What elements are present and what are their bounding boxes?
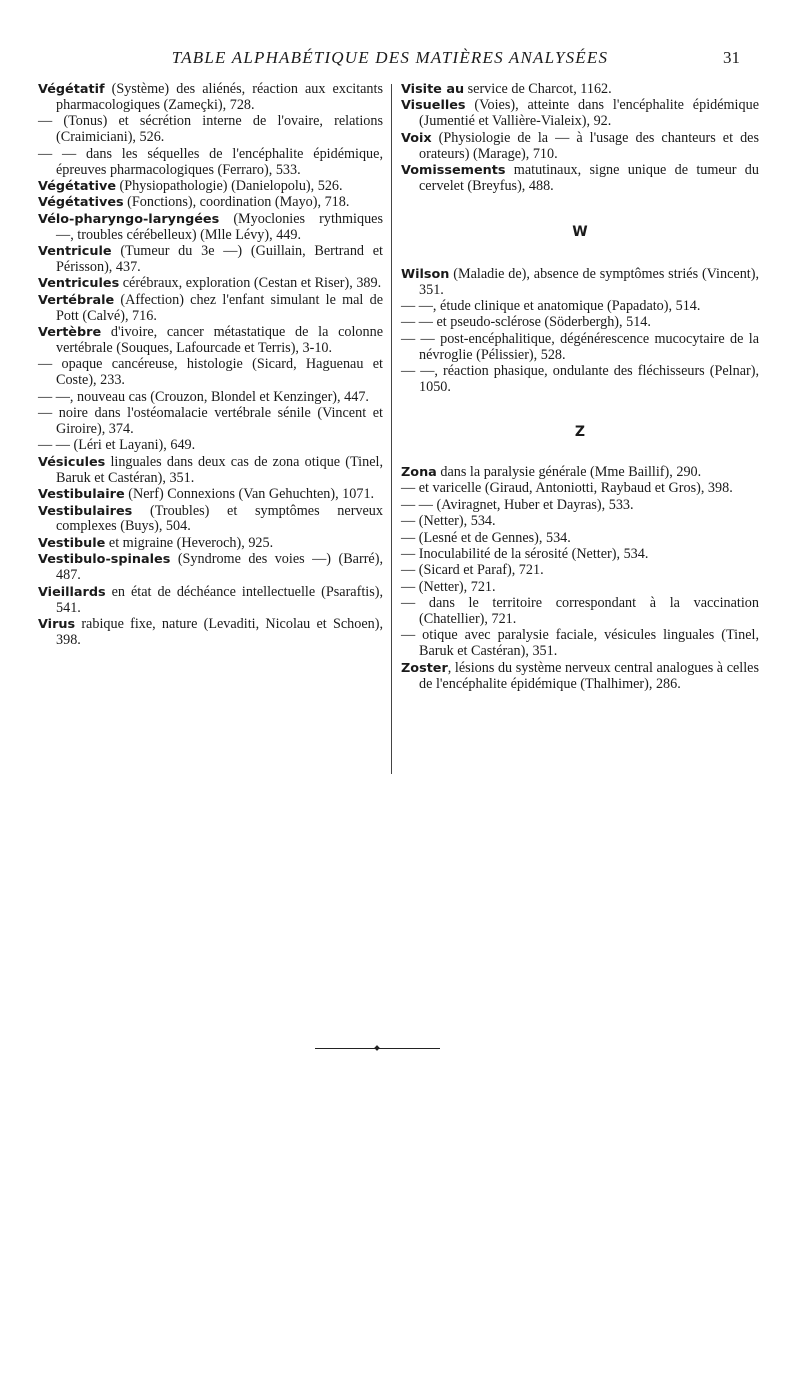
index-entry <box>38 357 383 389</box>
entry-heading: Végétatives <box>38 195 124 211</box>
entry-text: service de Charcot, 1162. <box>464 81 612 97</box>
entry-text: d'ivoire, cancer métastatique de la colonne vertébrale (Souques, Lafourcade et Terris), 3-10. <box>56 324 383 356</box>
entry-heading: Zona <box>401 464 437 480</box>
index-entry <box>38 585 383 617</box>
entry-heading: Visite au <box>401 82 465 97</box>
entry-heading: Virus <box>38 616 76 632</box>
entry-text: (Physiopathologie) (Danielopolu), 526. <box>116 177 343 194</box>
running-title: TABLE ALPHABÉTIQUE DES MATIÈRES ANALYSÉES <box>171 48 609 67</box>
index-entry <box>401 514 759 530</box>
entry-text: — —, étude clinique et anatomique (Papadato), 514. <box>401 298 701 315</box>
entry-text: — —, réaction phasique, ondulante des fléchisseurs (Pelnar), 1050. <box>401 363 759 396</box>
entry-text: (Affection) chez l'enfant simulant le mal de Pott (Calvé), 716. <box>56 291 383 324</box>
page-number: 31 <box>723 48 740 67</box>
index-entry <box>401 563 759 579</box>
index-entry <box>401 131 759 163</box>
page-header <box>40 48 740 72</box>
left-column <box>38 82 383 649</box>
entry-heading: Vestibulaire <box>38 487 125 503</box>
entry-heading: Wilson <box>401 266 450 282</box>
entry-text: (Système) des aliénés, réaction aux excitants pharmacologiques (Zameçki), 728. <box>56 81 383 113</box>
index-entry <box>401 299 759 315</box>
entry-heading: Vomissements <box>401 163 506 179</box>
entry-heading: Vieillards <box>38 584 106 600</box>
entry-text: — (Tonus) et sécrétion interne de l'ovaire, relations (Craimiciani), 526. <box>38 113 383 146</box>
entry-heading: Ventricule <box>38 244 112 260</box>
entry-text: dans la paralysie générale (Mme Baillif), 290. <box>436 463 702 480</box>
index-entry <box>401 481 759 497</box>
index-entry <box>38 147 383 179</box>
section-letter-z: Z <box>574 424 586 440</box>
index-entry <box>401 531 759 547</box>
entry-text: — opaque cancéreuse, histologie (Sicard, Haguenau et Coste), 233. <box>38 356 383 389</box>
index-entry <box>38 82 383 114</box>
entry-heading: Vertèbre <box>38 325 102 341</box>
entry-text: (Myoclonies rythmiques —, troubles cérébelleux) (Mlle Lévy), 449. <box>56 210 383 243</box>
index-entry <box>38 212 383 244</box>
entry-text: (Physiologie de la — à l'usage des chanteurs et des orateurs) (Marage), 710. <box>419 129 759 162</box>
index-entry <box>38 390 383 406</box>
entry-heading: Vertébrale <box>38 292 115 308</box>
entry-text: matutinaux, signe unique de tumeur du cervelet (Breyfus), 488. <box>419 162 759 194</box>
index-entry <box>401 661 759 693</box>
entry-text: — otique avec paralysie faciale, vésicules linguales (Tinel, Baruk et Castéran), 351. <box>401 627 759 660</box>
end-rule <box>315 1048 440 1049</box>
index-entry <box>38 276 383 292</box>
index-entry <box>401 547 759 563</box>
index-entry <box>401 315 759 331</box>
index-entry <box>401 596 759 628</box>
index-entry <box>401 98 759 130</box>
index-entry <box>401 364 759 396</box>
index-entry <box>38 244 383 276</box>
entry-heading: Vestibule <box>38 535 106 551</box>
index-entry <box>38 114 383 146</box>
entry-heading: Végétatif <box>38 82 105 97</box>
section-letter-w: W <box>572 223 588 240</box>
entry-text: — et varicelle (Giraud, Antoniotti, Raybaud et Gros), 398. <box>401 480 733 497</box>
entry-text: (Nerf) Connexions (Van Gehuchten), 1071. <box>124 486 375 503</box>
entry-text: (Syndrome des voies —) (Barré), 487. <box>56 551 383 584</box>
index-entry <box>401 580 759 596</box>
index-entry <box>401 628 759 660</box>
entry-text: , lésions du système nerveux central analogues à celles de l'encéphalite épidémique (Thalhimer), 286. <box>419 659 759 692</box>
entry-text: (Maladie de), absence de symptômes striés (Vincent), 351. <box>419 265 759 298</box>
entry-text: (Voies), atteinte dans l'encéphalite épidémique (Jumentié et Vallière-Vialeix), 92. <box>419 97 759 130</box>
entry-text: — (Netter), 534. <box>401 513 496 530</box>
entries-w <box>401 267 759 396</box>
index-entry <box>401 465 759 481</box>
entry-text: — —, nouveau cas (Crouzon, Blondel et Kenzinger), 447. <box>38 388 369 405</box>
entry-text: — — (Aviragnet, Huber et Dayras), 533. <box>401 496 634 513</box>
index-entry <box>38 455 383 487</box>
entry-heading: Vestibulo-spinales <box>38 552 171 568</box>
entry-text: en état de déchéance intellectuelle (Psaraftis), 541. <box>56 583 383 616</box>
entry-text: — — (Léri et Layani), 649. <box>38 437 196 454</box>
entry-heading: Voix <box>401 130 432 146</box>
entry-heading: Vésicules <box>38 454 106 470</box>
entry-text: (Troubles) et symptômes nerveux complexes (Buys), 504. <box>56 502 383 535</box>
entry-text: linguales dans deux cas de zona otique (Tinel, Baruk et Castéran), 351. <box>56 453 383 486</box>
index-entry <box>401 267 759 299</box>
index-entry <box>38 195 383 211</box>
entry-text: cérébraux, exploration (Cestan et Riser), 389. <box>119 275 382 292</box>
index-entry <box>401 163 759 195</box>
entry-heading: Zoster <box>401 660 448 676</box>
entry-heading: Végétative <box>38 178 116 194</box>
index-entry <box>401 332 759 364</box>
index-entry <box>38 293 383 325</box>
index-entry <box>401 498 759 514</box>
entry-heading: Vestibulaires <box>38 503 133 519</box>
index-entry <box>38 487 383 503</box>
index-entry <box>38 438 383 454</box>
entry-text: — — et pseudo-sclérose (Söderbergh), 514. <box>401 314 651 331</box>
entry-text: (Tumeur du 3e —) (Guillain, Bertrand et Périsson), 437. <box>56 243 383 275</box>
entry-text: — (Sicard et Paraf), 721. <box>401 562 544 579</box>
entry-text: — — dans les séquelles de l'encéphalite épidémique, épreuves pharmacologiques (Ferraro), 533. <box>38 145 383 178</box>
entry-text: — Inoculabilité de la sérosité (Netter), 534. <box>401 545 649 562</box>
index-entry <box>38 617 383 649</box>
index-entry <box>38 552 383 584</box>
entries-v <box>401 82 759 195</box>
index-entry <box>38 504 383 536</box>
entry-heading: Ventricules <box>38 276 120 292</box>
index-entry <box>38 325 383 357</box>
entry-text: et migraine (Heveroch), 925. <box>105 534 274 551</box>
column-divider <box>391 84 392 774</box>
index-entry <box>38 406 383 438</box>
entry-text: — (Netter), 721. <box>401 578 496 595</box>
entries-z <box>401 465 759 693</box>
entry-text: — (Lesné et de Gennes), 534. <box>401 529 571 546</box>
entry-heading: Vélo-pharyngo-laryngées <box>38 211 220 227</box>
entry-text: — dans le territoire correspondant à la vaccination (Chatellier), 721. <box>401 595 759 628</box>
index-entry <box>401 82 759 98</box>
entry-text: — noire dans l'ostéomalacie vertébrale sénile (Vincent et Giroire), 374. <box>38 405 383 438</box>
entry-heading: Visuelles <box>401 98 466 114</box>
entry-text: (Fonctions), coordination (Mayo), 718. <box>123 194 350 211</box>
entry-text: — — post-encéphalitique, dégénérescence mucocytaire de la névroglie (Pélissier), 528. <box>401 330 759 363</box>
index-entry <box>38 179 383 195</box>
index-entry <box>38 536 383 552</box>
entry-text: rabique fixe, nature (Levaditi, Nicolau et Schoen), 398. <box>56 615 383 648</box>
right-column <box>401 82 759 693</box>
